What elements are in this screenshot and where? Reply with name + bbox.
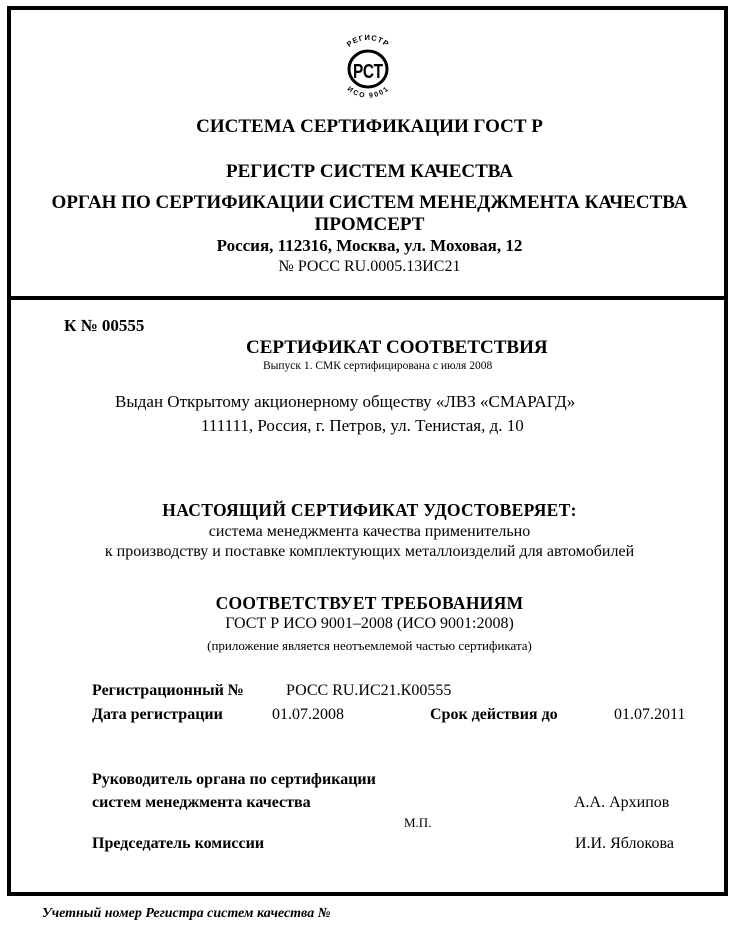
complies-heading: СООТВЕТСТВУЕТ ТРЕБОВАНИЯМ	[215, 593, 524, 613]
reg-label: Регистрационный №	[92, 682, 244, 699]
system-title: СИСТЕМА СЕРТИФИКАЦИИ ГОСТ Р	[196, 116, 543, 137]
issue-note: Выпуск 1. СМК сертифицирована с июля 2008	[263, 360, 493, 372]
date-value: 01.07.2008	[272, 706, 344, 723]
body-reg-number: № РОСС RU.0005.13ИС21	[278, 258, 461, 275]
certification-body-line1: ОРГАН ПО СЕРТИФИКАЦИИ СИСТЕМ МЕНЕДЖМЕНТА КАЧЕСТВА	[51, 192, 688, 213]
seal-mark: М.П.	[404, 815, 432, 830]
header-divider	[7, 296, 728, 300]
account-number: Учетный номер Регистра систем качества №	[42, 906, 331, 921]
certificate-title: СЕРТИФИКАТ СООТВЕТСТВИЯ	[246, 337, 548, 358]
rst-logo-icon	[330, 34, 406, 98]
chair-label: Председатель комиссии	[92, 835, 265, 852]
certification-body-line2: ПРОМСЕРТ	[314, 214, 425, 235]
body-address: Россия, 112316, Москва, ул. Моховая, 12	[216, 236, 523, 255]
standard: ГОСТ Р ИСО 9001–2008 (ИСО 9001:2008)	[225, 615, 514, 632]
head-line1: Руководитель органа по сертификации	[92, 771, 376, 788]
reg-value: РОСС RU.ИС21.К00555	[286, 682, 452, 699]
scope-line1: система менеджмента качества применительно	[208, 523, 531, 540]
logo-top-text: РЕГИСТР	[344, 34, 392, 49]
certificate-frame	[7, 6, 728, 896]
valid-label: Срок действия до	[430, 706, 558, 723]
holder-address: 111111, Россия, г. Петров, ул. Тенистая, д. 10	[201, 416, 524, 435]
date-label: Дата регистрации	[92, 706, 223, 723]
scope-line2: к производству и поставке комплектующих металлоизделий для автомобилей	[104, 543, 635, 560]
register-title: РЕГИСТР СИСТЕМ КАЧЕСТВА	[226, 161, 513, 182]
logo-bottom-text: ИСО 9001	[345, 85, 391, 98]
head-name: А.А. Архипов	[574, 794, 670, 811]
certificate-number: К № 00555	[64, 316, 145, 335]
certifies-heading: НАСТОЯЩИЙ СЕРТИФИКАТ УДОСТОВЕРЯЕТ:	[162, 500, 577, 520]
logo-mark: РСТ	[353, 61, 383, 83]
svg-text:РЕГИСТР	[345, 34, 391, 49]
valid-value: 01.07.2011	[614, 706, 686, 723]
chair-name: И.И. Яблокова	[575, 835, 674, 852]
issued-to: Выдан Открытому акционерному обществу «ЛВЗ «СМАРАГД»	[115, 392, 576, 411]
head-line2: систем менеджмента качества	[92, 794, 311, 811]
appendix-note: (приложение является неотъемлемой частью сертификата)	[207, 638, 532, 653]
